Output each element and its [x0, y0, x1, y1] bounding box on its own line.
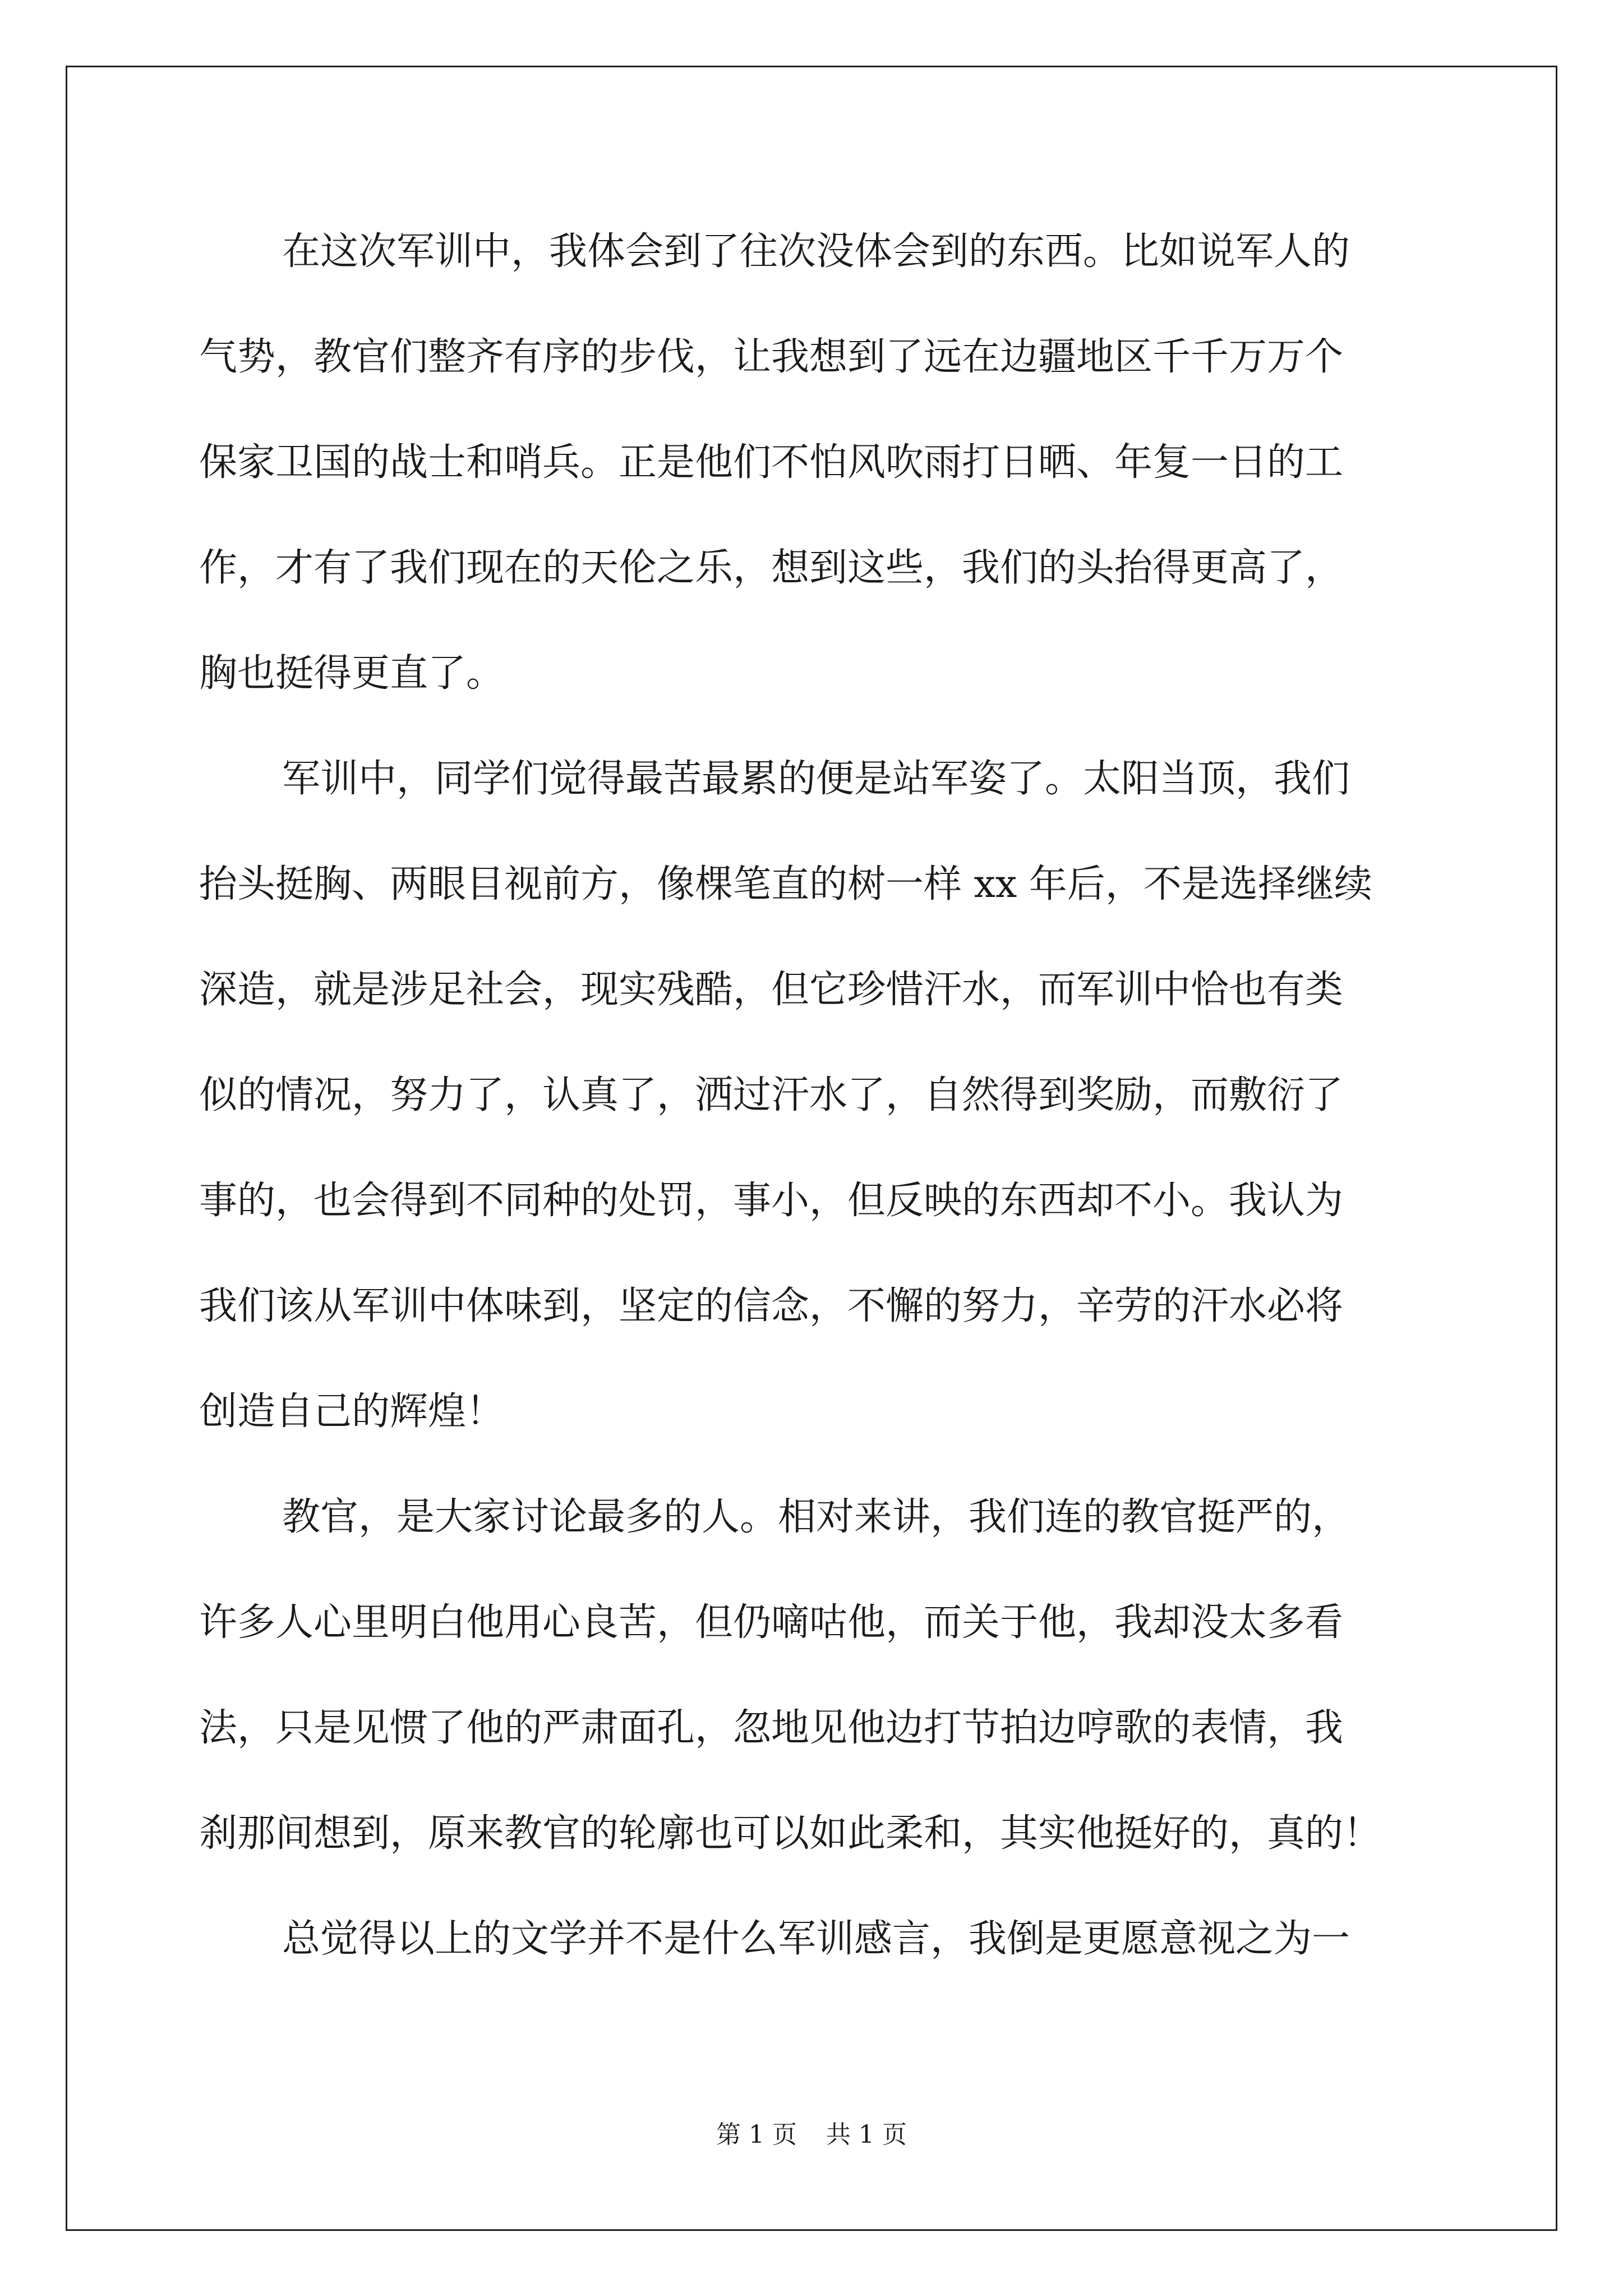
text-line: 创造自己的辉煌！: [199, 1389, 505, 1434]
text-line: 保家卫国的战士和哨兵。正是他们不怕风吹雨打日晒、年复一日的工: [199, 440, 1344, 485]
page-total: 共 1 页: [826, 2120, 907, 2149]
text-line: 我们该从军训中体味到，坚定的信念，不懈的努力，辛劳的汗水必将: [199, 1284, 1344, 1328]
document-body: [199, 216, 1422, 2009]
page-footer: [0, 2118, 1623, 2152]
page-number: 第 1 页: [716, 2120, 797, 2149]
text-line: 似的情况，努力了，认真了，洒过汗水了，自然得到奖励，而敷衍了: [199, 1073, 1344, 1117]
text-line: 事的，也会得到不同种的处罚，事小，但反映的东西却不小。我认为: [199, 1179, 1344, 1223]
text-line: 军训中，同学们觉得最苦最累的便是站军姿了。太阳当顶，我们: [282, 757, 1350, 801]
text-line: 胸也挺得更直了。: [199, 651, 505, 696]
text-line: 教官，是大家讨论最多的人。相对来讲，我们连的教官挺严的，: [282, 1495, 1350, 1539]
text-line: 气势，教官们整齐有序的步伐，让我想到了远在边疆地区千千万万个: [199, 335, 1344, 379]
text-line: 刹那间想到，原来教官的轮廓也可以如此柔和，其实他挺好的，真的！: [199, 1811, 1382, 1856]
text-line: 法，只是见惯了他的严肃面孔，忽地见他边打节拍边哼歌的表情，我: [199, 1706, 1344, 1750]
text-line: 抬头挺胸、两眼目视前方，像棵笔直的树一样 xx 年后，不是选择继续: [199, 862, 1372, 907]
text-line: 总觉得以上的文学并不是什么军训感言，我倒是更愿意视之为一: [282, 1917, 1350, 1961]
text-line: 在这次军训中，我体会到了往次没体会到的东西。比如说军人的: [282, 229, 1350, 274]
text-line: 深造，就是涉足社会，现实残酷，但它珍惜汗水，而军训中恰也有类: [199, 968, 1344, 1012]
text-line: 许多人心里明白他用心良苦，但仍嘀咕他，而关于他，我却没太多看: [199, 1600, 1344, 1645]
text-line: 作，才有了我们现在的天伦之乐，想到这些，我们的头抬得更高了，: [199, 546, 1344, 590]
